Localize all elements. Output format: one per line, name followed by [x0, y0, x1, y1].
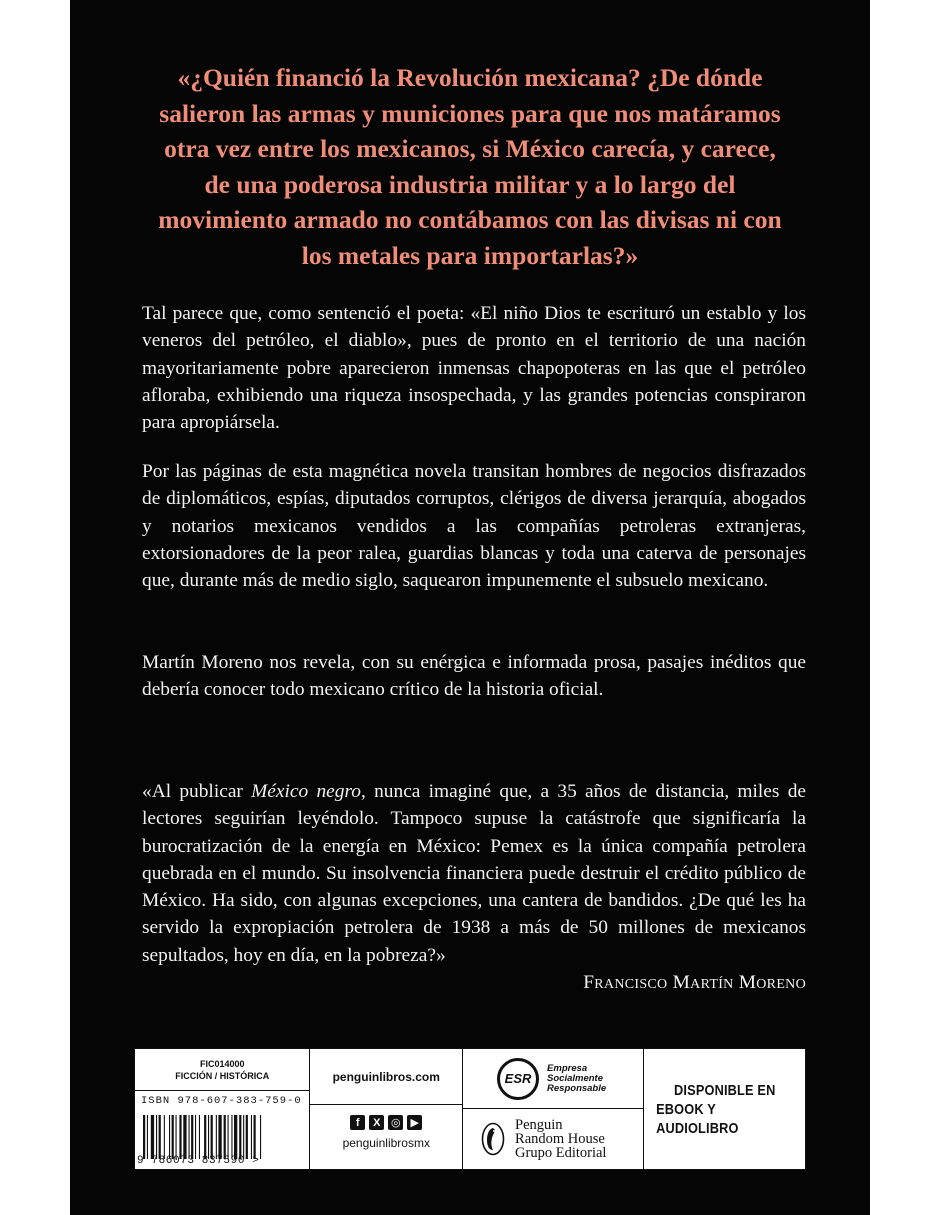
availability-line-2: EBOOK Y AUDIOLIBRO	[655, 1100, 739, 1137]
category-box	[135, 1049, 309, 1091]
category-code: FIC014000	[199, 1059, 245, 1069]
author-signature: Francisco Martín Moreno	[583, 972, 806, 994]
esr-line-2: Socialmente	[547, 1072, 603, 1084]
availability-column	[644, 1049, 806, 1169]
publisher-logo	[463, 1109, 642, 1169]
publisher-column	[463, 1049, 643, 1169]
barcode	[141, 1115, 301, 1159]
isbn-number: ISBN 978-607-383-759-0	[141, 1095, 302, 1107]
synopsis-paragraph-1: Tal parece que, como sentenció el poeta: «El niño Dios te escrituró un establo y los veneros del petróleo, el diablo», pues de pronto en el territorio de una nación mayoritariamente pobre aparecieron inmensas chapopoteras en las que el petróleo afloraba, exhibiendo una riqueza insospechada, y las grandes potencias conspiraron para apropiársela.	[142, 303, 806, 434]
publisher-line-3: Grupo Editorial	[515, 1145, 607, 1161]
category-label: FICCIÓN / HISTÓRICA	[175, 1071, 270, 1081]
book-title: México negro	[251, 781, 361, 802]
facebook-icon[interactable]: f	[350, 1115, 365, 1130]
author-quote	[142, 778, 806, 996]
info-panel	[134, 1048, 806, 1170]
esr-text	[547, 1064, 606, 1094]
synopsis-paragraph-2: Por las páginas de esta magnética novela transitan hombres de negocios disfrazados de diplomáticos, espías, diputados corruptos, clérigos de diversa jerarquía, abogados y notarios mexicanos vendidos a las compañías petroleras extranjeras, extorsionadores de la peor ralea, guardias blancas y toda una caterva de personajes que, durante más de medio siglo, saquearon impunemente el subsuelo mexicano.	[142, 461, 806, 592]
author-quote-text: , nunca imaginé que, a 35 años de distancia, miles de lectores seguirían leyéndolo. Tampoco supuse la catástrofe que significaría la burocratización de la energía en México: Pemex es la única compañía petrolera quebrada en el mundo. Su insolvencia financiera puede destruir el crédito público de México. Ha sido, con algunas excepciones, una cantera de bandidos. ¿De qué les ha servido la expropiación petrolera de 1938 a más de 50 millones de mexicanos sepultados, hoy en día, en la pobreza?»	[142, 781, 807, 966]
pull-quote: «¿Quién financió la Revolución mexicana? ¿De dónde salieron las armas y municiones para que nos matáramos otra vez entre los mexicanos, si México carecía, y carece, de una poderosa industria militar y a lo largo del movimiento armado no contábamos con las divisas ni con los metales para importarlas?»	[158, 63, 782, 270]
social-handle[interactable]: penguinlibrosmx	[342, 1136, 430, 1150]
website-link[interactable]: penguinlibros.com	[310, 1049, 462, 1105]
isbn-column	[135, 1049, 310, 1169]
x-icon[interactable]: X	[369, 1115, 384, 1130]
social-icons	[310, 1115, 462, 1130]
web-column	[310, 1049, 463, 1169]
barcode-digits: 9 786073 837590 >	[137, 1155, 260, 1167]
publisher-name	[515, 1118, 606, 1160]
author-quote-lead: «Al publicar	[142, 781, 252, 802]
back-cover	[70, 0, 870, 1215]
availability-line-1: DISPONIBLE EN	[673, 1081, 775, 1099]
synopsis-paragraph-3: Martín Moreno nos revela, con su enérgica e informada prosa, pasajes inéditos que debería conocer todo mexicano crítico de la historia oficial.	[142, 652, 806, 701]
esr-line-1: Empresa	[547, 1062, 588, 1074]
publisher-line-2: Random House	[515, 1131, 605, 1147]
youtube-icon[interactable]: ▶	[407, 1115, 422, 1130]
esr-line-3: Responsable	[547, 1082, 607, 1094]
publisher-line-1: Penguin	[515, 1117, 563, 1133]
esr-logo-icon: ESR	[497, 1058, 539, 1100]
availability-note	[656, 1049, 793, 1169]
esr-badge	[463, 1049, 642, 1109]
penguin-icon	[481, 1122, 505, 1156]
instagram-icon[interactable]: ◎	[388, 1115, 403, 1130]
